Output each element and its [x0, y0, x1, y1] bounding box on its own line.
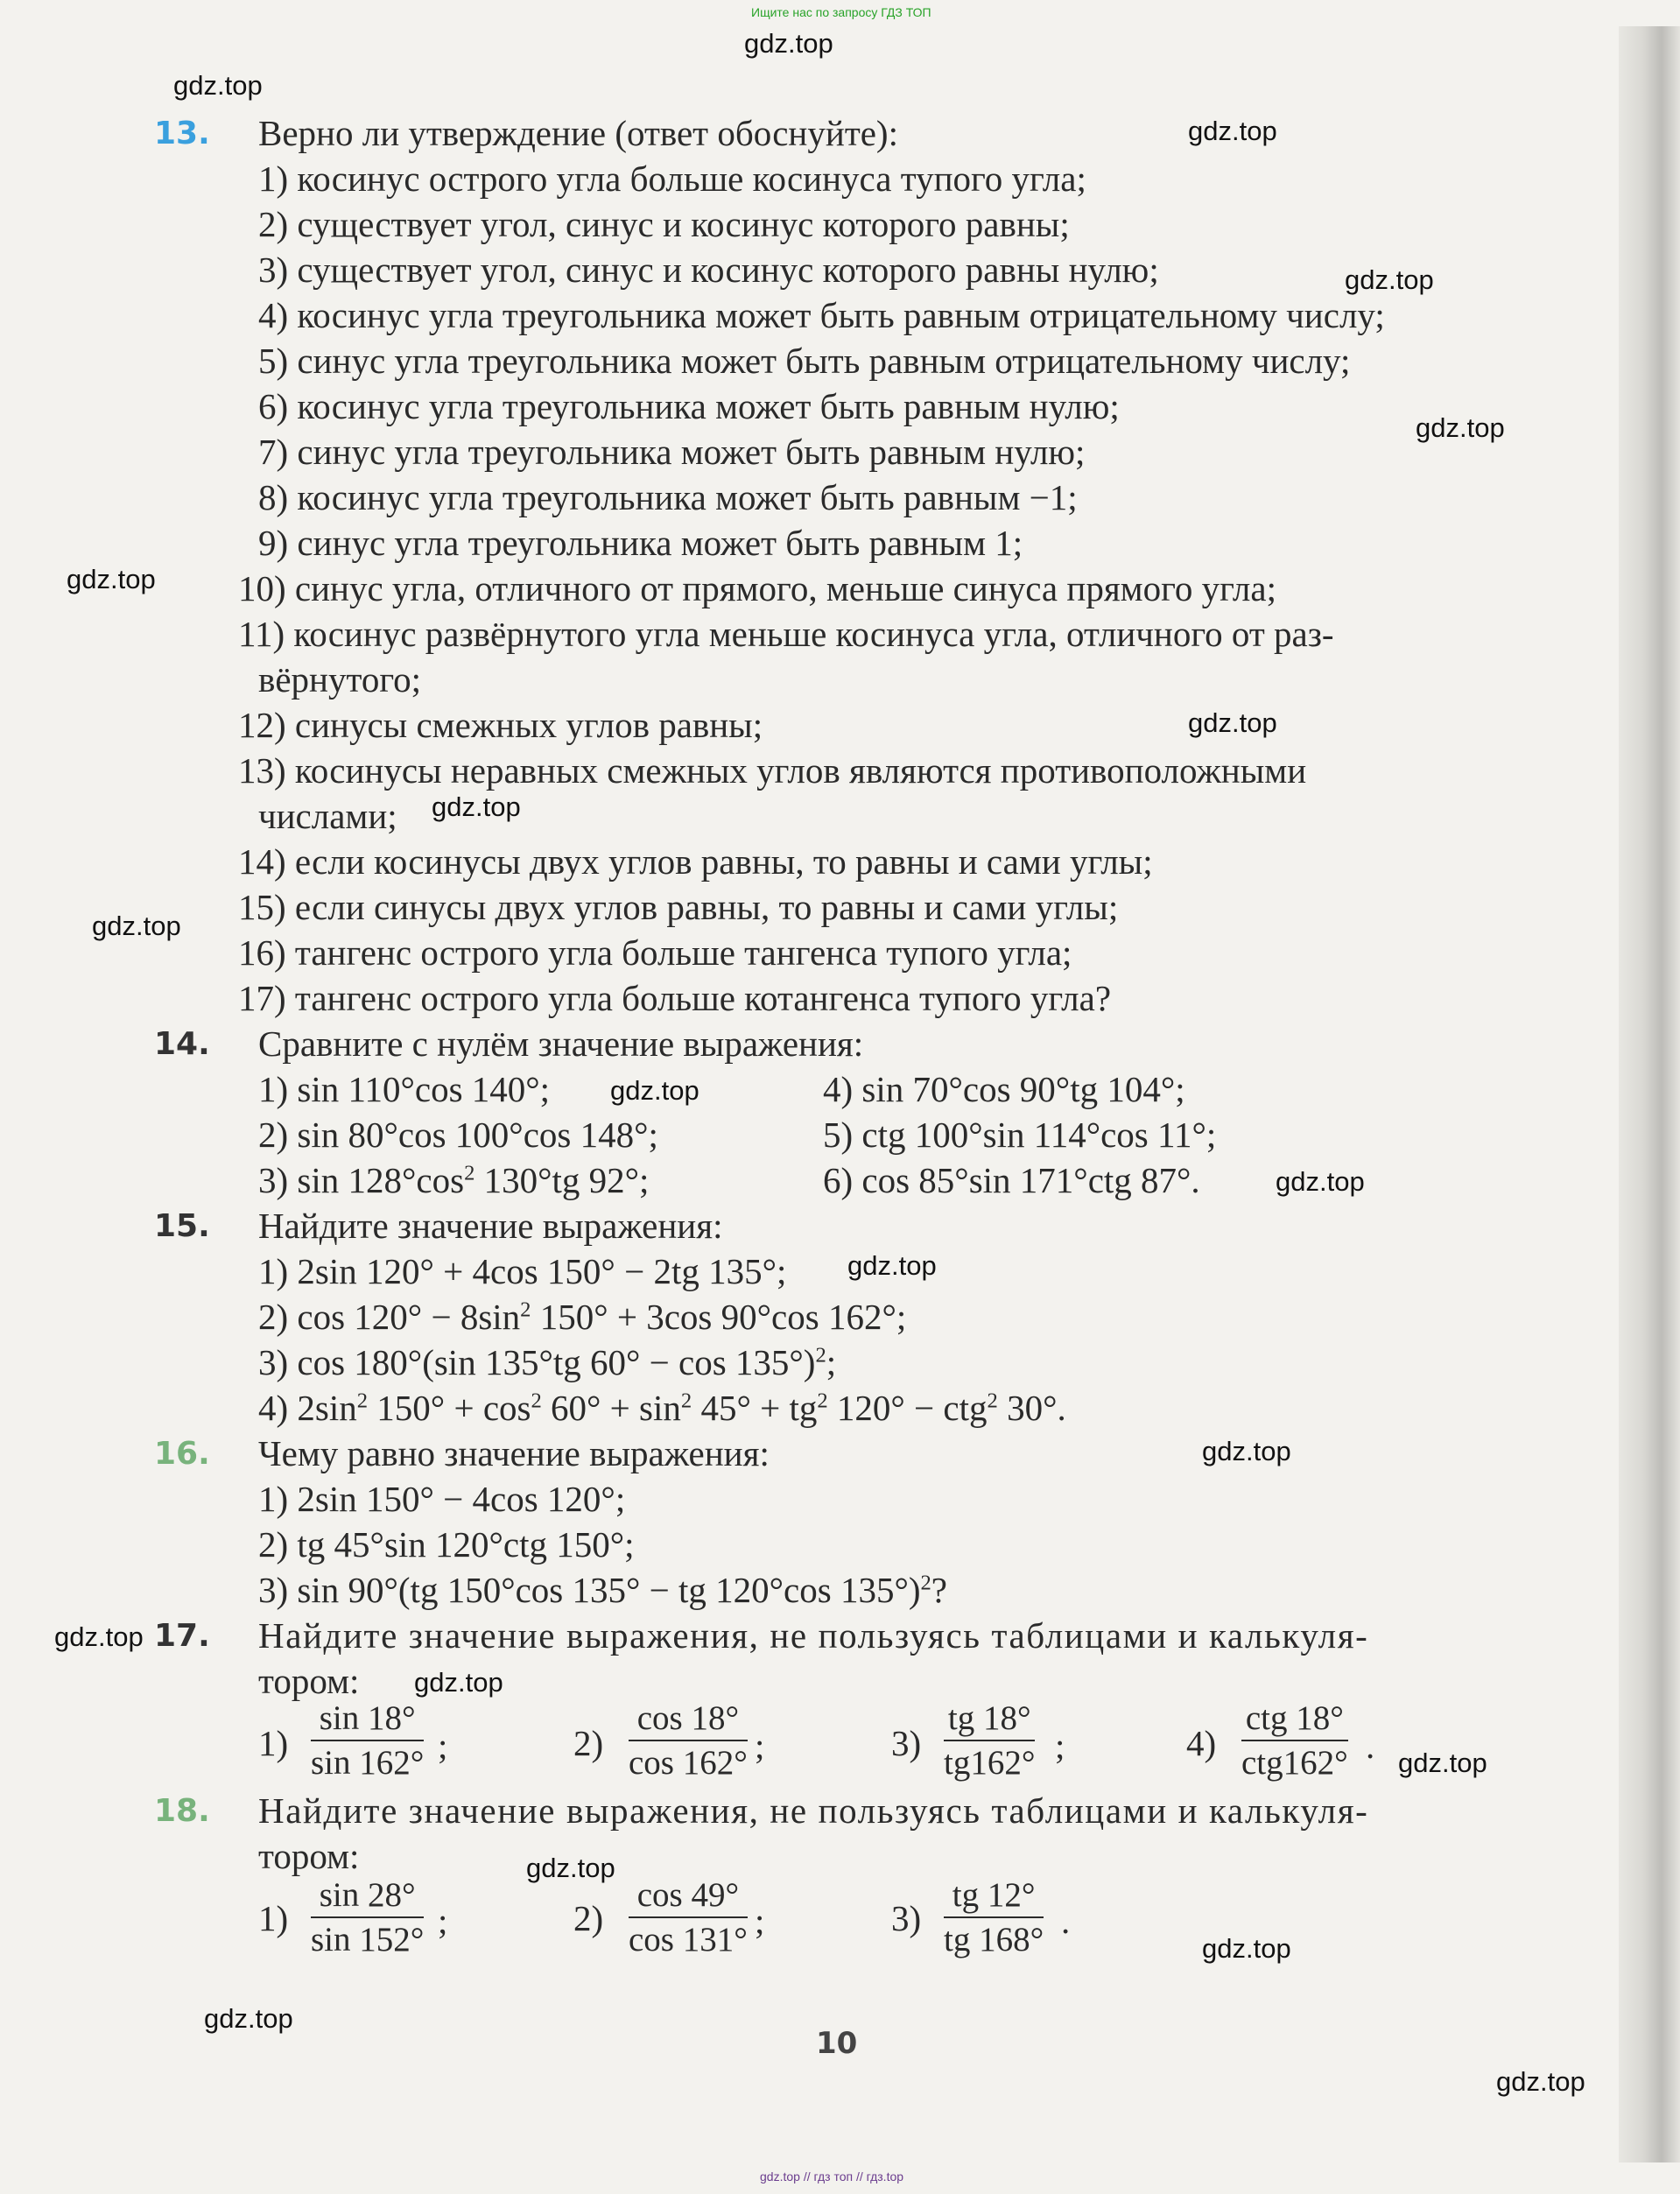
fraction-punct: . [1366, 1726, 1375, 1766]
task-15-item-1: 1) 2sin 120° + 4cos 150° − 2tg 135°; [258, 1251, 787, 1291]
task-13-item: 10) синус угла, отличного от прямого, меньше синуса прямого угла; [238, 568, 1276, 608]
task-15-item-2: 2) $\cos 120^\circ - 8\sin^2$ 150° + 3cos 90°cos 162°; [258, 1297, 907, 1337]
task-13-item: 7) синус угла треугольника может быть равным нулю; [258, 432, 1086, 472]
task-18-prompt-line-2: тором: [258, 1836, 360, 1876]
task-13-item: 15) если синусы двух углов равны, то равны и сами углы; [238, 887, 1119, 927]
fraction: $\frac{tg 12^\circ}{tg 168^\circ}$ [944, 1876, 1044, 1958]
task-13-item: 2) существует угол, синус и косинус которого равны; [258, 204, 1070, 244]
watermark: gdz.top [173, 70, 263, 101]
fraction-item-label: 1) [258, 1898, 289, 1938]
fraction-item-label: 2) [573, 1723, 604, 1763]
task-14-item-2: 2) sin 80°cos 100°cos 148°; [258, 1115, 658, 1155]
task-13-item-continued: числами; [258, 796, 397, 836]
watermark: gdz.top [610, 1075, 699, 1106]
task-13-item: 12) синусы смежных углов равны; [238, 705, 763, 745]
task-15-item-4: 4) $2\sin^2$ $150^\circ + \cos^2 60^\circ + \sin^2 45^\circ + tg^2$ 120° − ctg$^2$ 30°. [258, 1388, 1066, 1428]
fraction-punct: ; [1055, 1726, 1065, 1766]
fraction-punct: ; [438, 1726, 448, 1766]
fraction: $\frac{\sin 28^\circ}{\sin 152^\circ}$ [311, 1876, 425, 1958]
watermark: gdz.top [744, 28, 833, 59]
task-16-item-3: 3) sin 90°(tg 150°cos 135° − tg 120°cos 135°)$^2$? [258, 1570, 947, 1610]
fraction-item-label: 3) [891, 1898, 922, 1938]
task-17-prompt-line-1: Найдите значение выражения, не пользуясь таблицами и калькуля- [258, 1615, 1369, 1656]
task-13-item: 13) косинусы неравных смежных углов являются противоположными [238, 750, 1307, 791]
watermark: gdz.top [1416, 412, 1505, 443]
task-13-item: 6) косинус угла треугольника может быть равным нулю; [258, 386, 1120, 426]
task-13-item-continued: вёрнутого; [258, 659, 422, 700]
fraction: $\frac{tg 18^\circ}{tg162^\circ}$ [944, 1699, 1036, 1782]
watermark: gdz.top [847, 1250, 937, 1281]
fraction-punct: ; [755, 1901, 765, 1941]
task-14-item-3: 3) $\sin 128^\circ\cos^2$ 130°tg 92°; [258, 1160, 650, 1200]
watermark: gdz.top [1188, 116, 1277, 146]
watermark: gdz.top [204, 2003, 293, 2034]
task-13-item: 5) синус угла треугольника может быть равным отрицательному числу; [258, 341, 1351, 381]
task-14-item-6: 6) cos 85°sin 171°ctg 87°. [823, 1160, 1200, 1200]
fraction-punct: ; [755, 1726, 765, 1766]
task-13-item: 1) косинус острого угла больше косинуса тупого угла; [258, 158, 1086, 199]
task-14-item-5: 5) ctg 100°sin 114°cos 11°; [823, 1115, 1217, 1155]
task-18-number: 18. [154, 1793, 210, 1829]
task-14-item-4: 4) sin 70°cos 90°tg 104°; [823, 1069, 1185, 1109]
top-note: Ищите нас по запросу ГДЗ ТОП [751, 5, 931, 19]
watermark: gdz.top [432, 791, 521, 822]
page-edge-shadow [1619, 26, 1680, 2162]
task-16-prompt: Чему равно значение выражения: [258, 1433, 770, 1473]
task-17-number: 17. [154, 1618, 210, 1654]
fraction: ctg 18° ctg162° [1241, 1699, 1348, 1782]
watermark: gdz.top [1276, 1166, 1365, 1197]
task-14-number: 14. [154, 1026, 210, 1062]
watermark: gdz.top [1188, 707, 1277, 738]
task-13-item: 16) тангенс острого угла больше тангенса тупого угла; [238, 932, 1072, 973]
watermark: gdz.top [92, 911, 181, 941]
task-13-item: 11) косинус развёрнутого угла меньше косинуса угла, отличного от раз- [238, 614, 1334, 654]
watermark: gdz.top [526, 1853, 615, 1883]
task-15-item-3: 3) cos 180°(sin 135°tg 60° − cos 135°)$^2$; [258, 1342, 837, 1382]
watermark: gdz.top [1202, 1436, 1291, 1466]
watermark: gdz.top [67, 564, 156, 594]
task-13-item: 3) существует угол, синус и косинус которого равны нулю; [258, 250, 1159, 290]
watermark: gdz.top [1202, 1933, 1291, 1964]
task-14-prompt: Сравните с нулём значение выражения: [258, 1023, 864, 1064]
fraction: $\frac{\cos 49^\circ}{\cos 131^\circ}$ [629, 1876, 748, 1958]
task-15-number: 15. [154, 1208, 210, 1244]
task-13-prompt: Верно ли утверждение (ответ обоснуйте): [258, 113, 898, 153]
task-13-item: 9) синус угла треугольника может быть равным 1; [258, 523, 1023, 563]
fraction: $\frac{\sin 18^\circ}{\sin 162^\circ}$ [311, 1699, 425, 1782]
task-16-item-1: 1) 2sin 150° − 4cos 120°; [258, 1479, 626, 1519]
task-13-number: 13. [154, 116, 210, 151]
task-16-item-2: 2) tg 45°sin 120°ctg 150°; [258, 1524, 635, 1565]
watermark: gdz.top [414, 1667, 503, 1698]
page-number: 10 [816, 2026, 858, 2061]
fraction: $\frac{\cos 18^\circ}{\cos 162^\circ}$ [629, 1699, 748, 1782]
task-16-number: 16. [154, 1436, 210, 1472]
task-14-item-1: 1) sin 110°cos 140°; [258, 1069, 551, 1109]
watermark: gdz.top [54, 1621, 144, 1652]
fraction-punct: . [1061, 1901, 1071, 1941]
fraction-item-label: 4) [1186, 1723, 1217, 1763]
fraction-item-label: 3) [891, 1723, 922, 1763]
footer-note: gdz.top // гдз топ // гдз.top [760, 2169, 904, 2183]
task-17-prompt-line-2: тором: [258, 1661, 360, 1701]
fraction-punct: ; [438, 1901, 448, 1941]
watermark: gdz.top [1398, 1747, 1487, 1778]
watermark: gdz.top [1345, 264, 1434, 295]
task-13-item: 17) тангенс острого угла больше котангенса тупого угла? [238, 978, 1112, 1018]
task-13-item: 14) если косинусы двух углов равны, то равны и сами углы; [238, 841, 1153, 882]
task-13-item: 8) косинус угла треугольника может быть равным −1; [258, 477, 1078, 517]
task-13-item: 4) косинус угла треугольника может быть равным отрицательному числу; [258, 295, 1385, 335]
watermark: gdz.top [1496, 2066, 1585, 2097]
fraction-item-label: 2) [573, 1898, 604, 1938]
fraction-item-label: 1) [258, 1723, 289, 1763]
task-18-prompt-line-1: Найдите значение выражения, не пользуясь таблицами и калькуля- [258, 1790, 1369, 1831]
task-15-prompt: Найдите значение выражения: [258, 1206, 723, 1246]
